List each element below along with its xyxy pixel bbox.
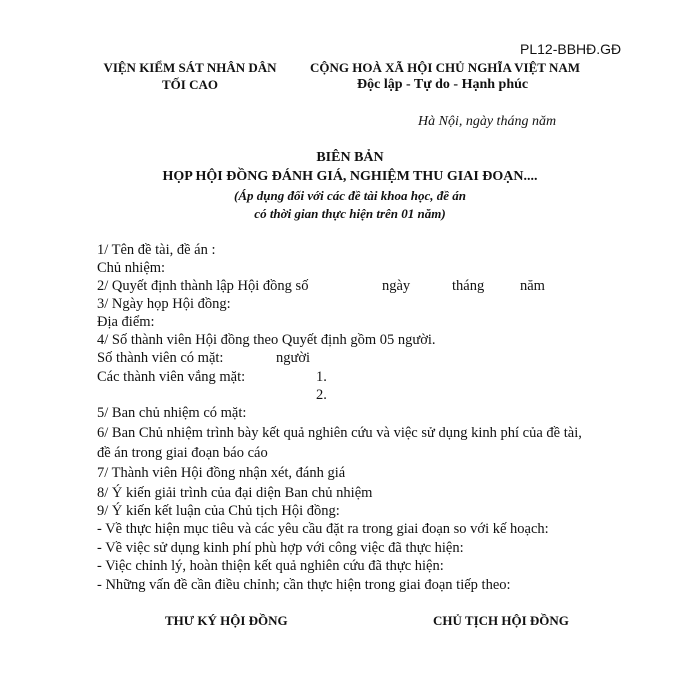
item-explanation: 8/ Ý kiến giải trình của đại diện Ban chủ nhiệm [97, 485, 373, 501]
item-decision-year: năm [520, 278, 545, 294]
item-conclusion: 9/ Ý kiến kết luận của Chủ tịch Hội đồng: [97, 503, 340, 519]
item-presentation: 6/ Ban Chủ nhiệm trình bày kết quả nghiên cứu và việc sử dụng kinh phí của đề tài, [97, 425, 582, 441]
conclusion-budget: - Về việc sử dụng kinh phí phù hợp với công việc đã thực hiện: [97, 540, 464, 556]
item-decision-day: ngày [382, 278, 411, 294]
absent-entry-1: 1. [316, 369, 327, 385]
item-presentation-cont: đề án trong giai đoạn báo cáo [97, 445, 268, 461]
secretary-signature-label: THƯ KÝ HỘI ĐỒNG [165, 613, 288, 628]
item-location: Địa điểm: [97, 314, 155, 330]
chairman-signature-label: CHỦ TỊCH HỘI ĐỒNG [433, 613, 569, 628]
item-decision-month: tháng [452, 278, 485, 294]
document-title: BIÊN BẢN [316, 150, 384, 165]
item-decision: 2/ Quyết định thành lập Hội đồng số [97, 278, 309, 294]
item-topic-name: 1/ Tên đề tài, đề án : [97, 242, 216, 258]
subtitle-line1: (Áp dụng đối với các đề tài khoa học, đề án [234, 188, 466, 203]
item-project-leader: Chủ nhiệm: [97, 260, 166, 276]
agency-name-line1: VIỆN KIỂM SÁT NHÂN DÂN [103, 60, 277, 75]
document-subject: HỌP HỘI ĐỒNG ĐÁNH GIÁ, NGHIỆM THU GIAI ĐOẠN.... [162, 169, 538, 184]
national-motto: Độc lập - Tự do - Hạnh phúc [357, 77, 529, 92]
item-council-review: 7/ Thành viên Hội đồng nhận xét, đánh giá [97, 465, 346, 481]
conclusion-objectives: - Về thực hiện mục tiêu và các yêu cầu đặt ra trong giai đoạn so với kế hoạch: [97, 521, 549, 537]
subtitle-line2: có thời gian thực hiện trên 01 năm) [254, 206, 446, 221]
agency-name-line2: TỐI CAO [162, 77, 218, 92]
place-date: Hà Nội, ngày tháng năm [418, 114, 557, 129]
item-members-present: Số thành viên có mặt: [97, 350, 224, 366]
form-code: PL12-BBHĐ.GĐ [520, 41, 622, 57]
conclusion-revisions: - Việc chỉnh lý, hoàn thiện kết quả nghiên cứu đã thực hiện: [97, 558, 444, 574]
item-members-present-unit: người [276, 350, 311, 366]
item-members-absent: Các thành viên vắng mặt: [97, 369, 246, 385]
item-member-count: 4/ Số thành viên Hội đồng theo Quyết định gồm 05 người. [97, 332, 436, 348]
country-name: CỘNG HOÀ XÃ HỘI CHỦ NGHĨA VIỆT NAM [310, 60, 581, 75]
item-leaders-present: 5/ Ban chủ nhiệm có mặt: [97, 405, 247, 421]
item-meeting-date: 3/ Ngày họp Hội đồng: [97, 296, 231, 312]
conclusion-next-steps: - Những vấn đề cần điều chỉnh; cần thực hiện trong giai đoạn tiếp theo: [97, 577, 511, 593]
absent-entry-2: 2. [316, 387, 327, 403]
